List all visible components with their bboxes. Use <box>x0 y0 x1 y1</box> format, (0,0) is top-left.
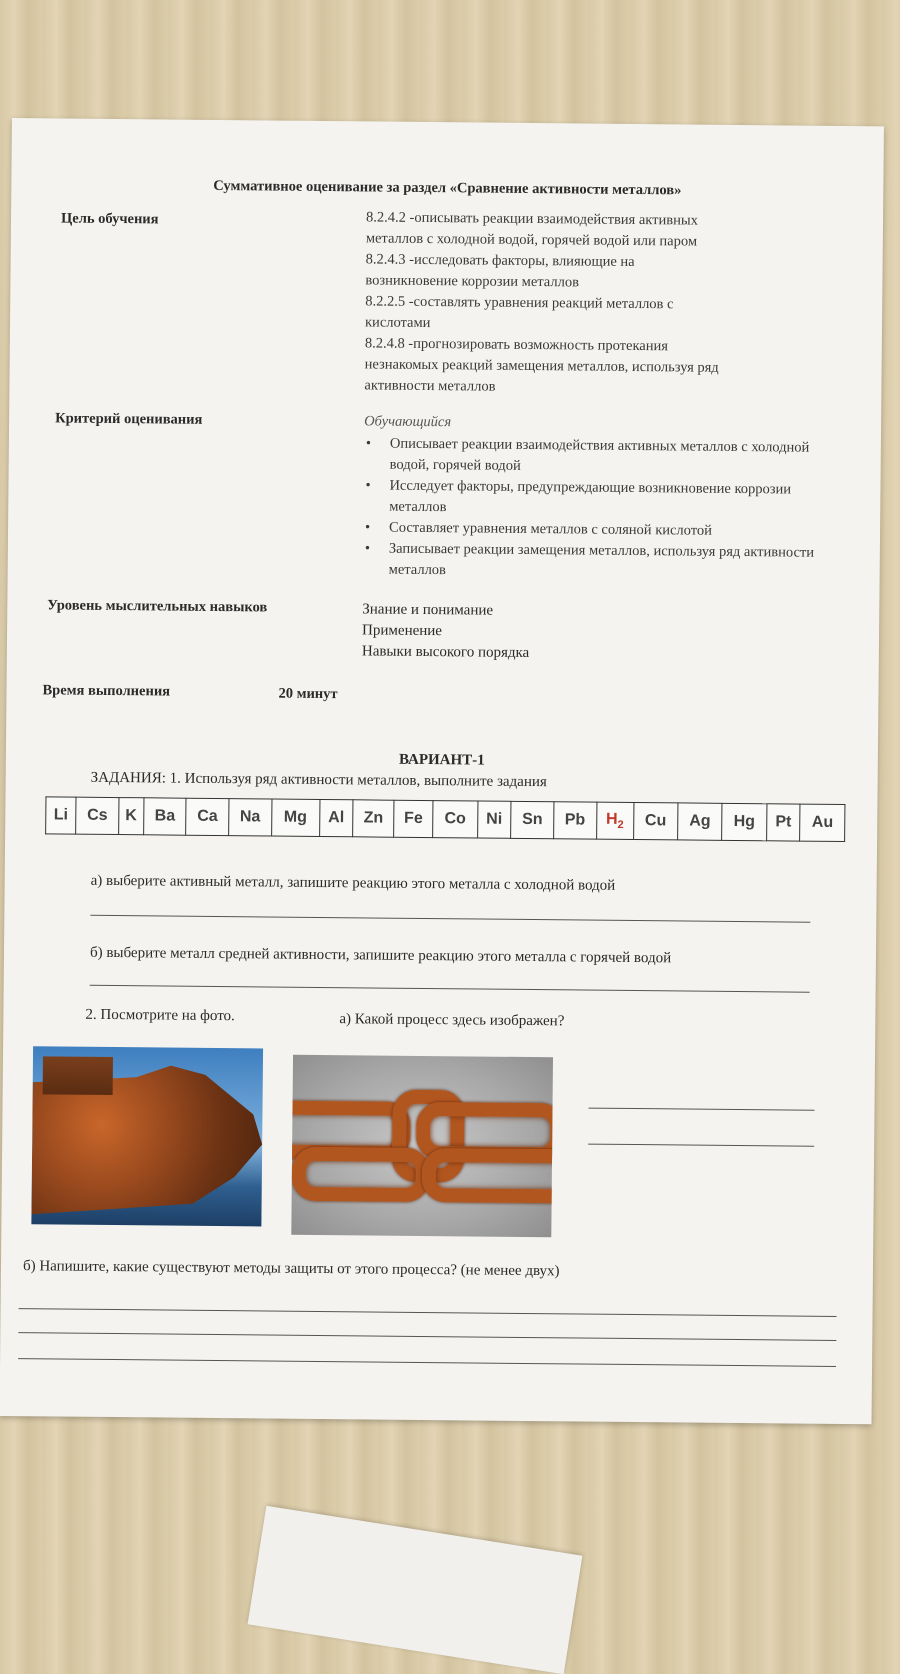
goal-line: кислотами <box>364 314 431 332</box>
question-2: 2. Посмотрите на фото. <box>85 1006 235 1025</box>
answer-line-2b-2[interactable] <box>18 1332 836 1341</box>
worksheet-page <box>0 118 884 1424</box>
level-item: Знание и понимание <box>362 601 494 619</box>
activity-series-table <box>45 796 845 842</box>
metal-cell: Li <box>46 797 77 834</box>
answer-line-2a-2[interactable] <box>588 1144 814 1147</box>
criteria-item: • Составляет уравнения металлов с соляной кислотой <box>363 517 823 542</box>
time-label: Время выполнения <box>42 682 171 700</box>
tasks-intro: ЗАДАНИЯ: 1. Используя ряд активности металлов, выполните задания <box>90 769 547 791</box>
chain-link <box>422 1148 553 1204</box>
answer-line-2a-1[interactable] <box>589 1108 815 1111</box>
goal-line: металлов с холодной водой, горячей водой или паром <box>365 230 698 250</box>
rusty-ship-photo <box>31 1046 263 1226</box>
level-item: Навыки высокого порядка <box>361 643 530 661</box>
metal-cell: Mg <box>271 799 319 836</box>
answer-line-2b-1[interactable] <box>19 1308 837 1317</box>
metal-cell: Hg <box>722 803 767 840</box>
metal-cell: Ag <box>678 803 723 840</box>
metal-cell: Zn <box>353 800 394 837</box>
page-title: Суммативное оценивание за раздел «Сравнение активности металлов» <box>213 177 682 199</box>
metal-cell: Al <box>319 799 353 836</box>
metal-cell: Ca <box>186 798 229 835</box>
answer-line-1a[interactable] <box>90 915 810 923</box>
question-1b: б) выберите металл средней активности, запишите реакцию этого металла с горячей водой <box>89 944 672 967</box>
answer-line-1b[interactable] <box>90 985 810 993</box>
criteria-heading: Обучающийся <box>364 413 452 431</box>
goal-line: 8.2.2.5 -составлять уравнения реакций металлов с <box>365 293 674 313</box>
metal-cell: K <box>118 798 143 835</box>
goal-line: 8.2.4.8 -прогнозировать возможность протекания <box>364 335 669 355</box>
criteria-list <box>363 433 824 584</box>
ship-cabin <box>43 1056 113 1095</box>
hydrogen-symbol: H <box>605 810 618 828</box>
criteria-label: Критерий оценивания <box>55 410 203 428</box>
metal-cell: Ba <box>143 798 186 835</box>
question-2a: а) Какой процесс здесь изображен? <box>339 1011 565 1030</box>
metal-cell: Au <box>800 804 845 841</box>
levels-label: Уровень мыслительных навыков <box>47 597 268 616</box>
paper-scrap <box>248 1506 583 1674</box>
goal-label: Цель обучения <box>60 210 159 228</box>
hydrogen-subscript: 2 <box>617 818 624 831</box>
metal-cell: Pb <box>554 802 597 839</box>
levels-list <box>362 599 530 664</box>
metal-cell: Sn <box>511 801 554 838</box>
metal-cell: Fe <box>394 800 433 837</box>
activity-series-row <box>46 797 845 842</box>
goal-line: 8.2.4.2 -описывать реакции взаимодействия активных <box>365 209 698 229</box>
goal-line: возникновение коррозии металлов <box>365 272 580 291</box>
goal-line: активности металлов <box>364 377 496 395</box>
metal-cell: Cu <box>633 802 678 839</box>
rusty-chain-photo <box>291 1055 553 1237</box>
time-value: 20 минут <box>278 685 338 703</box>
goal-line: 8.2.4.3 -исследовать факторы, влияющие на <box>365 251 635 270</box>
criteria-item: • Описывает реакции взаимодействия активных металлов с холодной водой, горячей водой <box>364 433 824 479</box>
question-2b: б) Напишите, какие существуют методы защиты от этого процесса? (не менее двух) <box>22 1258 560 1280</box>
goal-list <box>364 207 826 400</box>
metal-cell: Na <box>229 799 272 836</box>
level-item: Применение <box>362 622 443 640</box>
chain-link <box>292 1147 431 1202</box>
criteria-item: • Записывает реакции замещения металлов, используя ряд активности металлов <box>363 538 823 584</box>
metal-cell: Pt <box>766 804 800 841</box>
metal-cell: Ni <box>477 801 511 838</box>
question-1a: а) выберите активный металл, запишите реакцию этого металла с холодной водой <box>90 872 616 894</box>
metal-cell: Co <box>433 801 478 838</box>
hydrogen-cell <box>596 802 633 839</box>
answer-line-2b-3[interactable] <box>18 1358 836 1367</box>
variant-heading: ВАРИАНТ-1 <box>398 751 485 769</box>
goal-line: незнакомых реакций замещения металлов, используя ряд <box>364 356 719 376</box>
criteria-item: • Исследует факторы, предупреждающие возникновение коррозии металлов <box>363 475 823 521</box>
metal-cell: Cs <box>76 797 119 834</box>
